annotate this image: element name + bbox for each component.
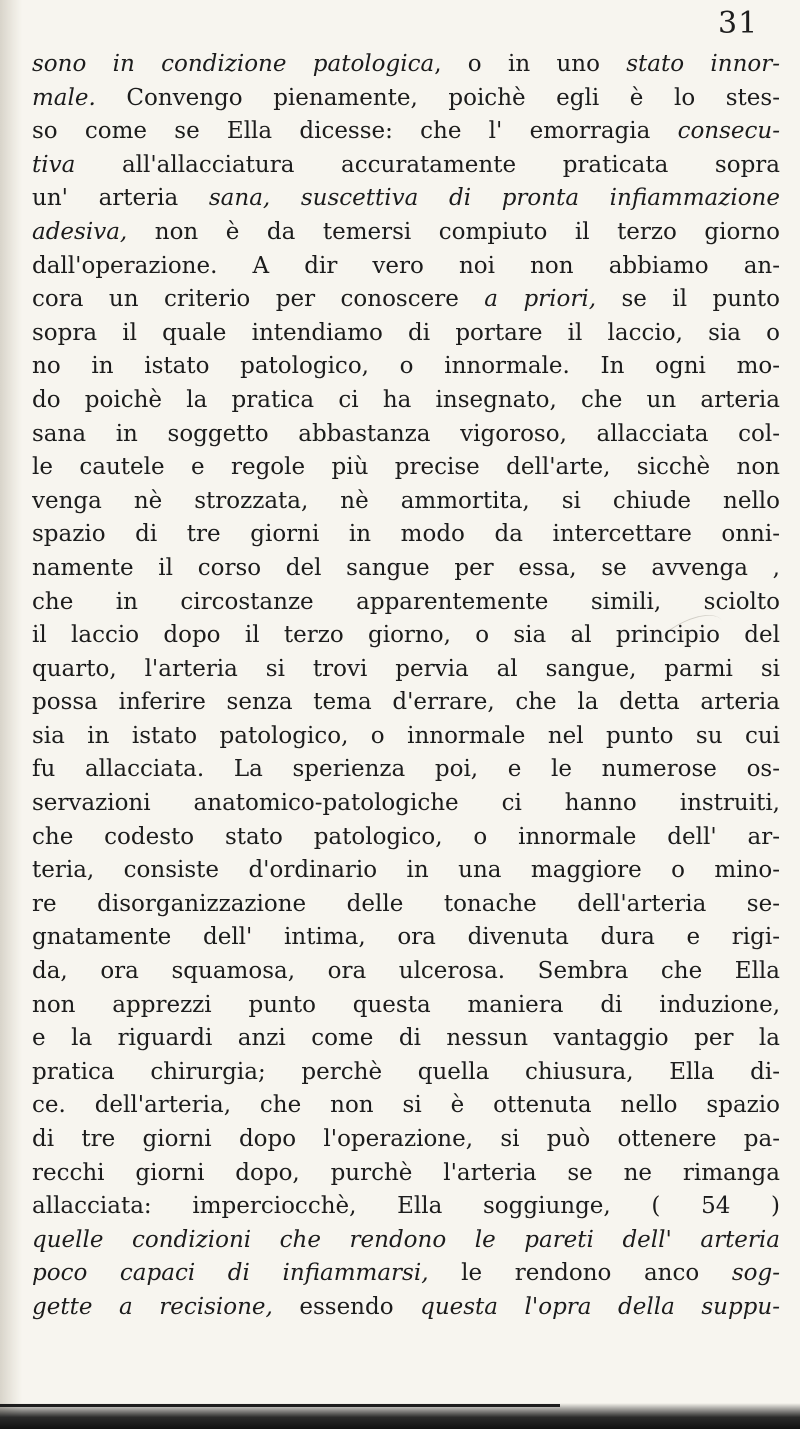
text-line bbox=[32, 149, 780, 183]
text-segment: , o in uno bbox=[434, 51, 627, 77]
text-line bbox=[32, 1257, 780, 1291]
text-segment: namente il corso del sangue per essa, se avvenga , bbox=[32, 554, 780, 581]
text-segment: cora un criterio per conoscere bbox=[32, 286, 485, 313]
text-segment: sia in istato patologico, o innormale nel punto su cui bbox=[32, 722, 780, 749]
text-line bbox=[32, 653, 780, 687]
text-line bbox=[32, 317, 780, 351]
text-segment: e la riguardi anzi come di nessun vantaggio per la bbox=[32, 1025, 780, 1052]
text-segment: non apprezzi punto questa maniera di induzione, bbox=[32, 991, 780, 1018]
text-line bbox=[32, 1157, 780, 1191]
text-line bbox=[32, 216, 780, 250]
text-line bbox=[32, 48, 780, 82]
text-line bbox=[32, 1190, 780, 1224]
text-segment: gnatamente dell' intima, ora divenuta dura e rigi- bbox=[32, 924, 780, 951]
text-segment: sog- bbox=[731, 1260, 780, 1287]
text-line bbox=[32, 350, 780, 384]
text-line bbox=[32, 821, 780, 855]
text-line bbox=[32, 518, 780, 552]
text-line bbox=[32, 182, 780, 216]
text-segment: le cautele e regole più precise dell'arte, sicchè non bbox=[32, 454, 780, 481]
text-segment: sopra il quale intendiamo di portare il laccio, sia o bbox=[32, 319, 780, 346]
text-segment: ce. dell'arteria, che non si è ottenuta nello spazio bbox=[32, 1092, 780, 1119]
text-segment: che codesto stato patologico, o innormale dell' ar- bbox=[32, 823, 780, 850]
text-segment: tiva bbox=[32, 151, 76, 178]
text-line bbox=[32, 720, 780, 754]
text-segment: le rendono anco bbox=[428, 1260, 732, 1287]
text-segment: venga nè strozzata, nè ammortita, si chiude nello bbox=[32, 487, 780, 514]
text-line bbox=[32, 686, 780, 720]
text-segment: consecu- bbox=[677, 118, 780, 145]
text-line bbox=[32, 1291, 780, 1325]
text-line bbox=[32, 1056, 780, 1090]
text-segment: il laccio dopo il terzo giorno, o sia al principio del bbox=[32, 622, 780, 649]
text-segment: stato innor- bbox=[626, 51, 780, 77]
text-segment: questa l'opra della suppu- bbox=[420, 1293, 780, 1320]
text-line bbox=[32, 753, 780, 787]
text-segment: sana, suscettiva di pronta infiammazione bbox=[208, 185, 780, 212]
text-line bbox=[32, 1089, 780, 1123]
text-segment: teria, consiste d'ordinario in una maggiore o mino- bbox=[32, 857, 780, 884]
text-line bbox=[32, 1224, 780, 1258]
text-segment: dall'operazione. A dir vero noi non abbiamo an- bbox=[32, 252, 780, 279]
text-segment: fu allacciata. La sperienza poi, e le numerose os- bbox=[32, 756, 780, 783]
text-segment: poco capaci di infiammarsi, bbox=[32, 1260, 429, 1287]
text-line bbox=[32, 384, 780, 418]
text-segment: sana in soggetto abbastanza vigoroso, allacciata col- bbox=[32, 420, 780, 447]
text-line bbox=[32, 921, 780, 955]
text-line bbox=[32, 115, 780, 149]
text-segment: possa inferire senza tema d'errare, che la detta arteria bbox=[32, 689, 780, 716]
text-segment: no in istato patologico, o innormale. In ogni mo- bbox=[32, 353, 780, 380]
text-segment: so come se Ella dicesse: che l' emorragia bbox=[32, 118, 678, 145]
text-segment: di tre giorni dopo l'operazione, si può ottenere pa- bbox=[32, 1126, 780, 1152]
text-segment: quarto, l'arteria si trovi pervia al sangue, parmi si bbox=[32, 655, 780, 682]
text-segment: male. bbox=[32, 84, 96, 111]
text-line bbox=[32, 586, 780, 620]
text-segment: pratica chirurgia; perchè quella chiusura, Ella di- bbox=[32, 1058, 780, 1085]
text-line bbox=[32, 1022, 780, 1056]
text-segment: allacciata: imperciocchè, Ella soggiunge, ( 54 ) bbox=[32, 1193, 780, 1220]
text-line bbox=[32, 485, 780, 519]
text-line bbox=[32, 888, 780, 922]
page-bottom-edge bbox=[0, 1403, 800, 1429]
text-segment: che in circostanze apparentemente simili, sciolto bbox=[32, 588, 780, 615]
text-line bbox=[32, 955, 780, 989]
text-segment: Convengo pienamente, poichè egli è lo stes- bbox=[95, 84, 780, 111]
text-segment: se il punto bbox=[596, 286, 780, 313]
body-text bbox=[32, 48, 780, 1325]
text-line bbox=[32, 418, 780, 452]
text-segment: spazio di tre giorni in modo da intercettare onni- bbox=[32, 521, 780, 548]
text-segment: do poichè la pratica ci ha insegnato, che un arteria bbox=[32, 386, 780, 413]
text-line bbox=[32, 451, 780, 485]
text-line bbox=[32, 989, 780, 1023]
text-segment: non è da temersi compiuto il terzo giorno bbox=[127, 218, 780, 245]
text-line bbox=[32, 1123, 780, 1157]
text-line bbox=[32, 82, 780, 116]
text-segment: re disorganizzazione delle tonache dell'arteria se- bbox=[32, 890, 780, 917]
text-segment: un' arteria bbox=[32, 185, 209, 212]
text-segment: recchi giorni dopo, purchè l'arteria se ne rimanga bbox=[32, 1159, 780, 1186]
text-segment: da, ora squamosa, ora ulcerosa. Sembra che Ella bbox=[32, 958, 780, 985]
text-segment: gette a recisione, bbox=[32, 1293, 273, 1320]
text-segment: a priori, bbox=[484, 286, 597, 313]
text-line bbox=[32, 787, 780, 821]
text-segment: all'allacciatura accuratamente praticata sopra bbox=[75, 151, 780, 178]
text-segment: servazioni anatomico-patologiche ci hanno instruiti, bbox=[32, 790, 780, 817]
text-segment: adesiva, bbox=[32, 218, 128, 245]
text-line bbox=[32, 854, 780, 888]
text-line bbox=[32, 283, 780, 317]
text-segment: quelle condizioni che rendono le pareti dell' arteria bbox=[32, 1226, 780, 1253]
text-line bbox=[32, 619, 780, 653]
text-segment: sono in condizione patologica bbox=[32, 51, 435, 77]
text-line bbox=[32, 552, 780, 586]
text-segment: essendo bbox=[272, 1293, 421, 1320]
gutter-shadow bbox=[0, 0, 22, 1429]
text-line bbox=[32, 250, 780, 284]
page-number: 31 bbox=[718, 6, 759, 41]
